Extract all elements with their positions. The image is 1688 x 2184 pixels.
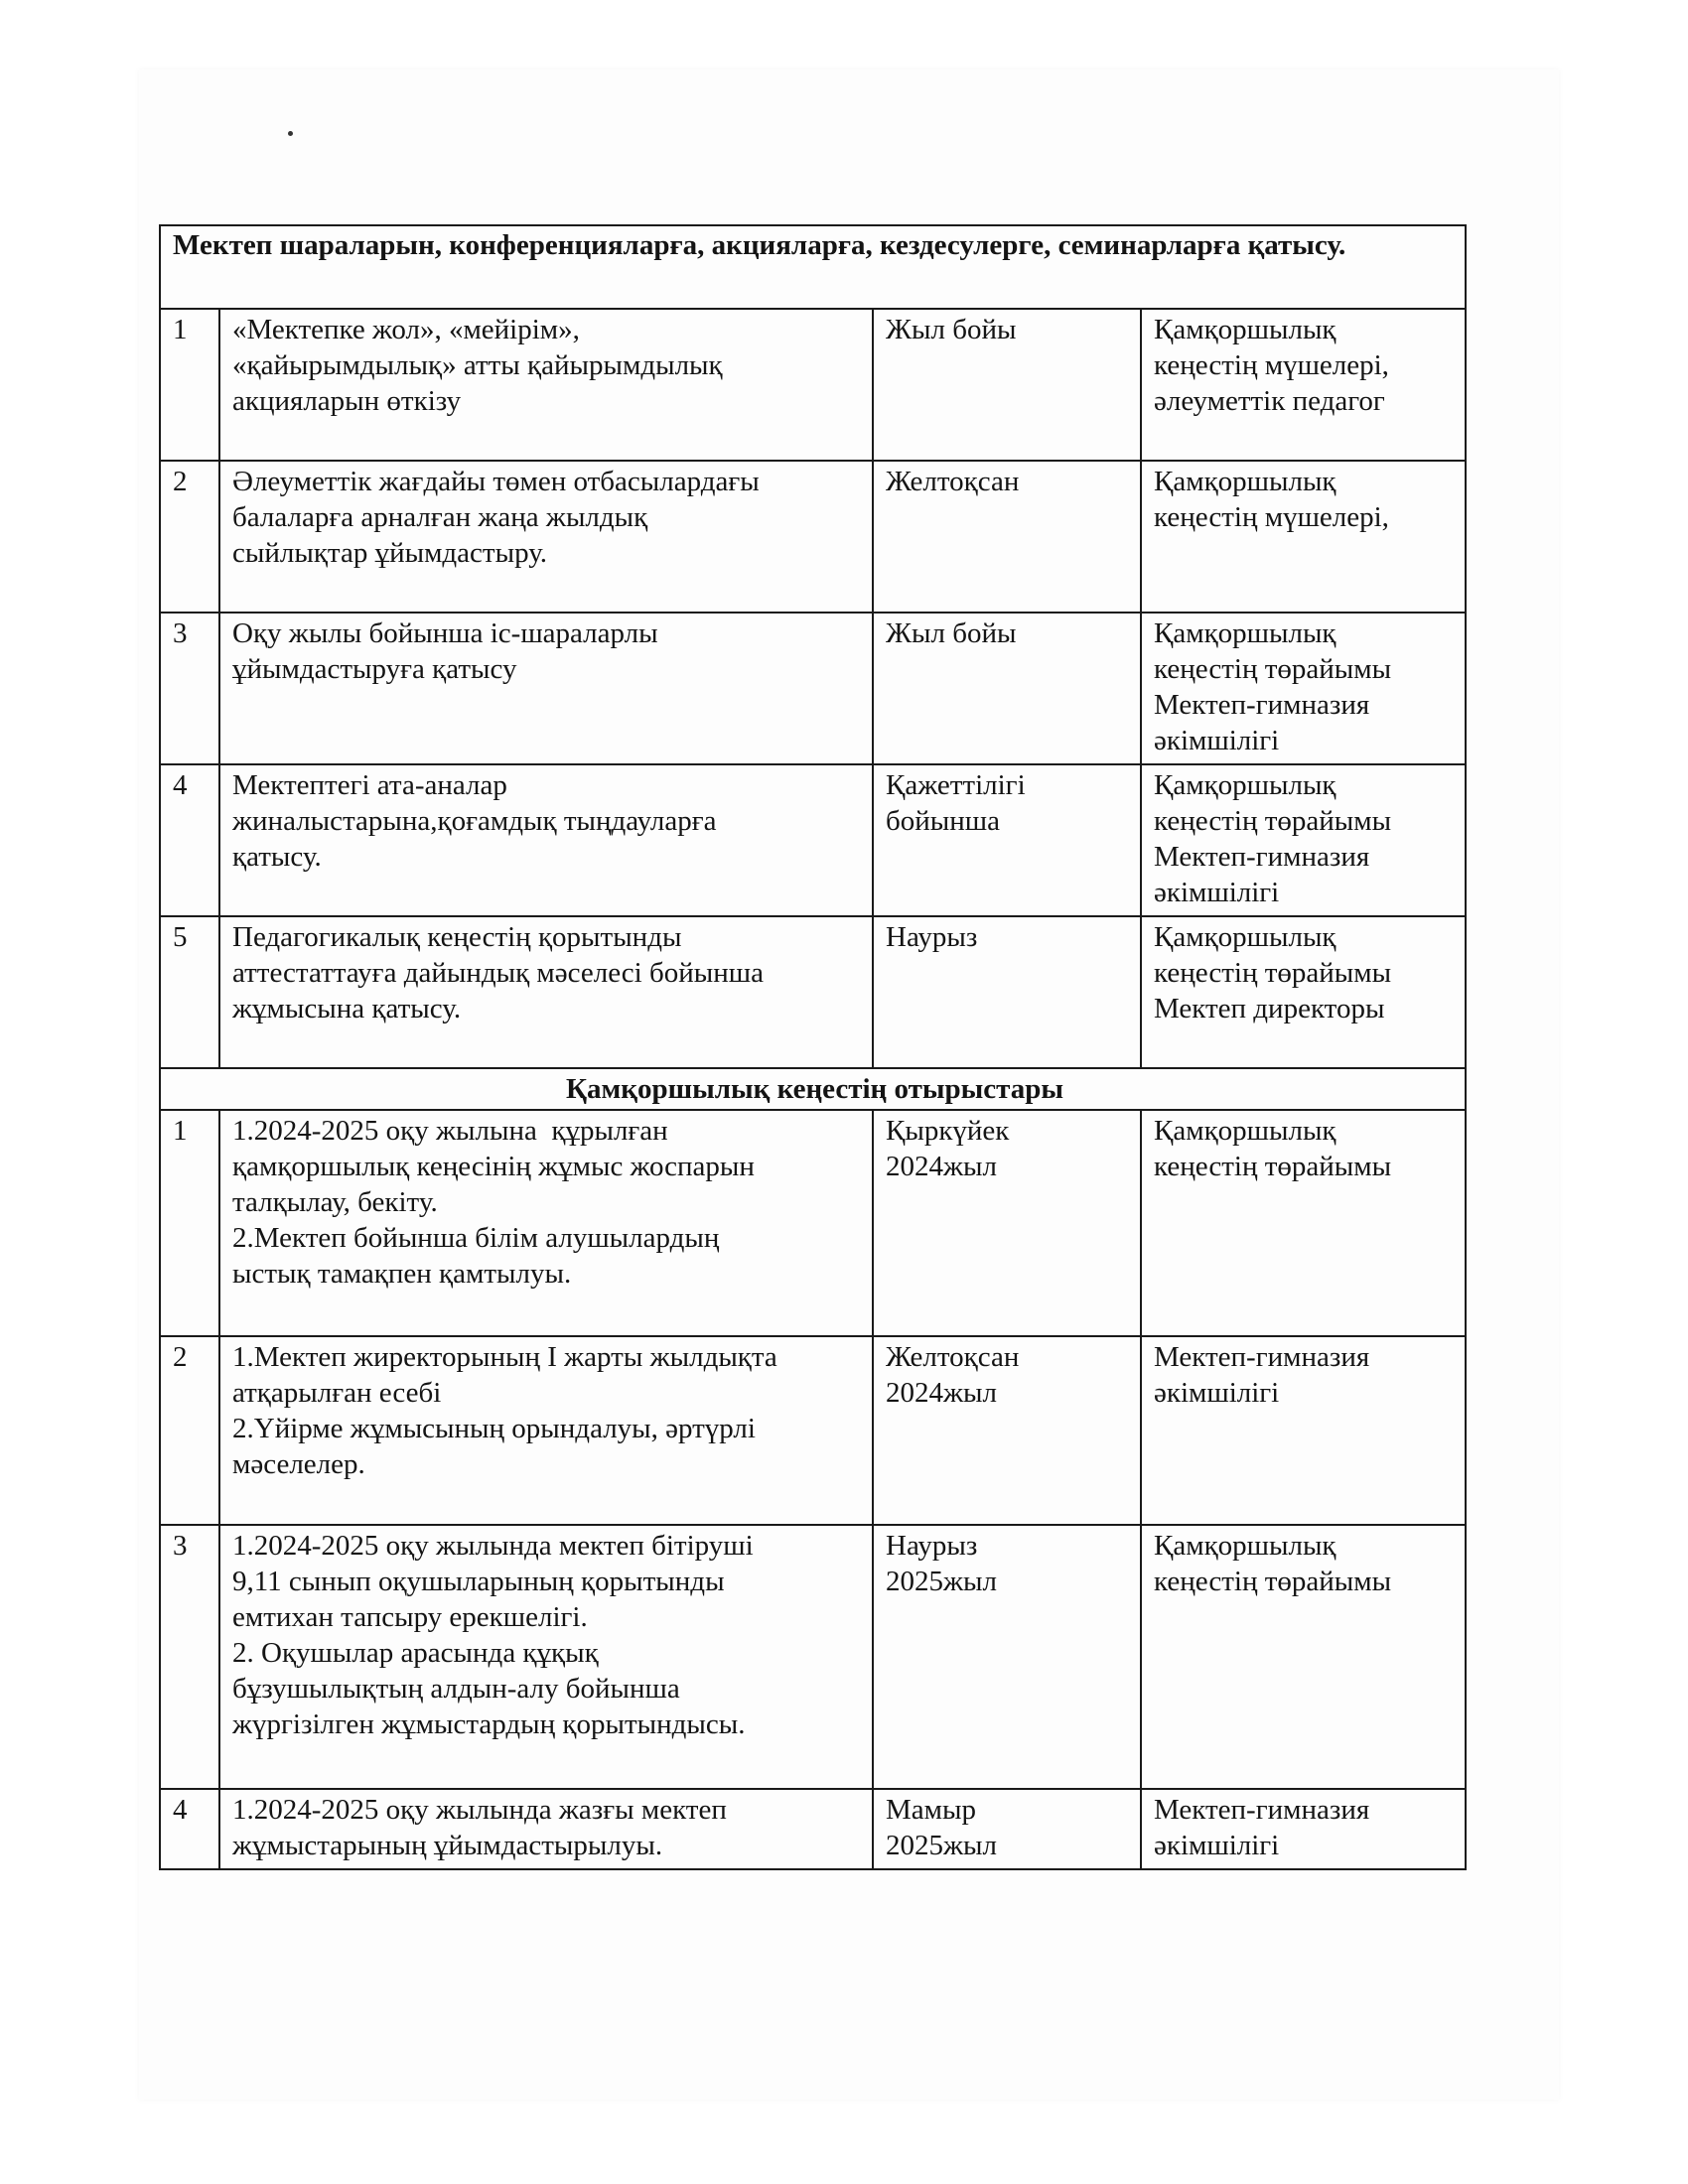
text-line: 1.2024-2025 оқу жылына құрылған bbox=[232, 1115, 668, 1147]
text-line: 1.2024-2025 оқу жылында жазғы мектеп bbox=[232, 1794, 727, 1826]
table-row bbox=[160, 764, 1466, 916]
term-cell bbox=[873, 1789, 1141, 1869]
text-line: сыйлықтар ұйымдастыру. bbox=[232, 537, 548, 569]
responsible-cell bbox=[1141, 461, 1466, 613]
term-cell bbox=[873, 461, 1141, 613]
text-line: «қайырымдылық» атты қайырымдылық bbox=[232, 349, 723, 381]
text-line: 2024жыл bbox=[886, 1151, 997, 1182]
text-line: кеңестің мүшелері, bbox=[1154, 501, 1389, 533]
text-line: Мектеп-гимназия bbox=[1154, 1341, 1370, 1373]
term-cell bbox=[873, 309, 1141, 461]
text-line: Мектеп-гимназия bbox=[1154, 1794, 1370, 1826]
event-cell bbox=[219, 1336, 873, 1525]
table-row bbox=[160, 461, 1466, 613]
text-line: Жыл бойы bbox=[886, 314, 1017, 345]
term-cell bbox=[873, 916, 1141, 1068]
text-line: әлеуметтік педагог bbox=[1154, 385, 1385, 417]
text-line: Қамқоршылық bbox=[1154, 921, 1336, 953]
text-line: акцияларын өткізу bbox=[232, 385, 462, 417]
text-line: 2025жыл bbox=[886, 1566, 997, 1597]
section-title: Қамқоршылық кеңестің отырыстары bbox=[160, 1068, 1466, 1110]
row-number: 5 bbox=[160, 916, 219, 1068]
table-row bbox=[160, 1336, 1466, 1525]
text-line: бойынша bbox=[886, 805, 1000, 837]
text-line: Жыл бойы bbox=[886, 617, 1017, 649]
event-cell bbox=[219, 613, 873, 764]
plan-table-body bbox=[160, 225, 1466, 1869]
text-line: жұмыстарының ұйымдастырылуы. bbox=[232, 1830, 663, 1861]
text-line: Мектептегі ата-аналар bbox=[232, 769, 507, 801]
section-title: Мектеп шараларын, конференцияларға, акцияларға, кездесулерге, семинарларға қатысу. bbox=[160, 225, 1466, 309]
text-line: Қажеттілігі bbox=[886, 769, 1026, 801]
text-line: емтихан тапсыру ерекшелігі. bbox=[232, 1601, 588, 1633]
table-row bbox=[160, 916, 1466, 1068]
text-line: әкімшілігі bbox=[1154, 1377, 1280, 1409]
row-number: 4 bbox=[160, 1789, 219, 1869]
event-cell bbox=[219, 461, 873, 613]
event-cell bbox=[219, 764, 873, 916]
text-line: Мектеп-гимназия bbox=[1154, 689, 1370, 721]
text-line: кеңестің төрайымы bbox=[1154, 805, 1392, 837]
text-line: кеңестің төрайымы bbox=[1154, 1566, 1392, 1597]
text-line: Қамқоршылық bbox=[1154, 769, 1336, 801]
responsible-cell bbox=[1141, 916, 1466, 1068]
text-line: мәселелер. bbox=[232, 1448, 365, 1480]
text-line: Қамқоршылық bbox=[1154, 617, 1336, 649]
section-header-row bbox=[160, 1068, 1466, 1110]
text-line: Қамқоршылық bbox=[1154, 1530, 1336, 1562]
text-line: бұзушылықтың алдын-алу бойынша bbox=[232, 1673, 680, 1705]
row-number: 3 bbox=[160, 613, 219, 764]
text-line: кеңестің төрайымы bbox=[1154, 1151, 1392, 1182]
responsible-cell bbox=[1141, 613, 1466, 764]
text-line: Қамқоршылық bbox=[1154, 1115, 1336, 1147]
text-line: жүргізілген жұмыстардың қорытындысы. bbox=[232, 1708, 746, 1740]
term-cell bbox=[873, 1110, 1141, 1336]
text-line: аттестаттауға дайындық мәселесі бойынша bbox=[232, 957, 764, 989]
text-line: Наурыз bbox=[886, 1530, 978, 1562]
text-line: талқылау, бекіту. bbox=[232, 1186, 438, 1218]
row-number: 1 bbox=[160, 309, 219, 461]
text-line: 1.Мектеп жиректорының І жарты жылдықта bbox=[232, 1341, 777, 1373]
row-number: 2 bbox=[160, 1336, 219, 1525]
event-cell bbox=[219, 309, 873, 461]
responsible-cell bbox=[1141, 1336, 1466, 1525]
text-line: әкімшілігі bbox=[1154, 877, 1280, 908]
event-cell bbox=[219, 1110, 873, 1336]
text-line: Мектеп-гимназия bbox=[1154, 841, 1370, 873]
text-line: Мамыр bbox=[886, 1794, 976, 1826]
term-cell bbox=[873, 764, 1141, 916]
table-row bbox=[160, 309, 1466, 461]
text-line: Қамқоршылық bbox=[1154, 466, 1336, 497]
table-row bbox=[160, 1110, 1466, 1336]
text-line: кеңестің төрайымы bbox=[1154, 653, 1392, 685]
text-line: Наурыз bbox=[886, 921, 978, 953]
text-line: Әлеуметтік жағдайы төмен отбасылардағы bbox=[232, 466, 760, 497]
text-line: Қамқоршылық bbox=[1154, 314, 1336, 345]
text-line: 2.Үйірме жұмысының орындалуы, әртүрлі bbox=[232, 1413, 756, 1444]
responsible-cell bbox=[1141, 764, 1466, 916]
row-number: 3 bbox=[160, 1525, 219, 1789]
text-line: Желтоқсан bbox=[886, 466, 1020, 497]
table-row bbox=[160, 613, 1466, 764]
text-line: Педагогикалық кеңестің қорытынды bbox=[232, 921, 682, 953]
row-number: 1 bbox=[160, 1110, 219, 1336]
text-line: ұйымдастыруға қатысу bbox=[232, 653, 517, 685]
text-line: қамқоршылық кеңесінің жұмыс жоспарын bbox=[232, 1151, 755, 1182]
scan-speck bbox=[288, 131, 293, 136]
term-cell bbox=[873, 1525, 1141, 1789]
text-line: «Мектепке жол», «мейірім», bbox=[232, 314, 580, 345]
text-line: кеңестің төрайымы bbox=[1154, 957, 1392, 989]
text-line: Мектеп директоры bbox=[1154, 993, 1385, 1024]
text-line: Оқу жылы бойынша іс-шараларлы bbox=[232, 617, 658, 649]
text-line: 1.2024-2025 оқу жылында мектеп бітіруші bbox=[232, 1530, 754, 1562]
text-line: әкімшілігі bbox=[1154, 1830, 1280, 1861]
term-cell bbox=[873, 613, 1141, 764]
responsible-cell bbox=[1141, 1789, 1466, 1869]
text-line: 2.Мектеп бойынша білім алушылардың bbox=[232, 1222, 720, 1254]
text-line: Қыркүйек bbox=[886, 1115, 1010, 1147]
text-line: 2. Оқушылар арасында құқық bbox=[232, 1637, 599, 1669]
text-line: жұмысына қатысу. bbox=[232, 993, 462, 1024]
table-row bbox=[160, 1789, 1466, 1869]
text-line: ыстық тамақпен қамтылуы. bbox=[232, 1258, 572, 1290]
responsible-cell bbox=[1141, 1525, 1466, 1789]
event-cell bbox=[219, 1789, 873, 1869]
row-number: 2 bbox=[160, 461, 219, 613]
row-number: 4 bbox=[160, 764, 219, 916]
table-row bbox=[160, 1525, 1466, 1789]
event-cell bbox=[219, 916, 873, 1068]
responsible-cell bbox=[1141, 1110, 1466, 1336]
text-line: 9,11 сынып оқушыларының қорытынды bbox=[232, 1566, 725, 1597]
text-line: атқарылған есебі bbox=[232, 1377, 442, 1409]
text-line: жиналыстарына,қоғамдық тыңдауларға bbox=[232, 805, 717, 837]
text-line: 2025жыл bbox=[886, 1830, 997, 1861]
text-line: 2024жыл bbox=[886, 1377, 997, 1409]
event-cell bbox=[219, 1525, 873, 1789]
section-header-row bbox=[160, 225, 1466, 309]
text-line: әкімшілігі bbox=[1154, 725, 1280, 756]
term-cell bbox=[873, 1336, 1141, 1525]
plan-table bbox=[159, 224, 1467, 1870]
text-line: Желтоқсан bbox=[886, 1341, 1020, 1373]
text-line: қатысу. bbox=[232, 841, 322, 873]
text-line: кеңестің мүшелері, bbox=[1154, 349, 1389, 381]
responsible-cell bbox=[1141, 309, 1466, 461]
text-line: балаларға арналған жаңа жылдық bbox=[232, 501, 648, 533]
